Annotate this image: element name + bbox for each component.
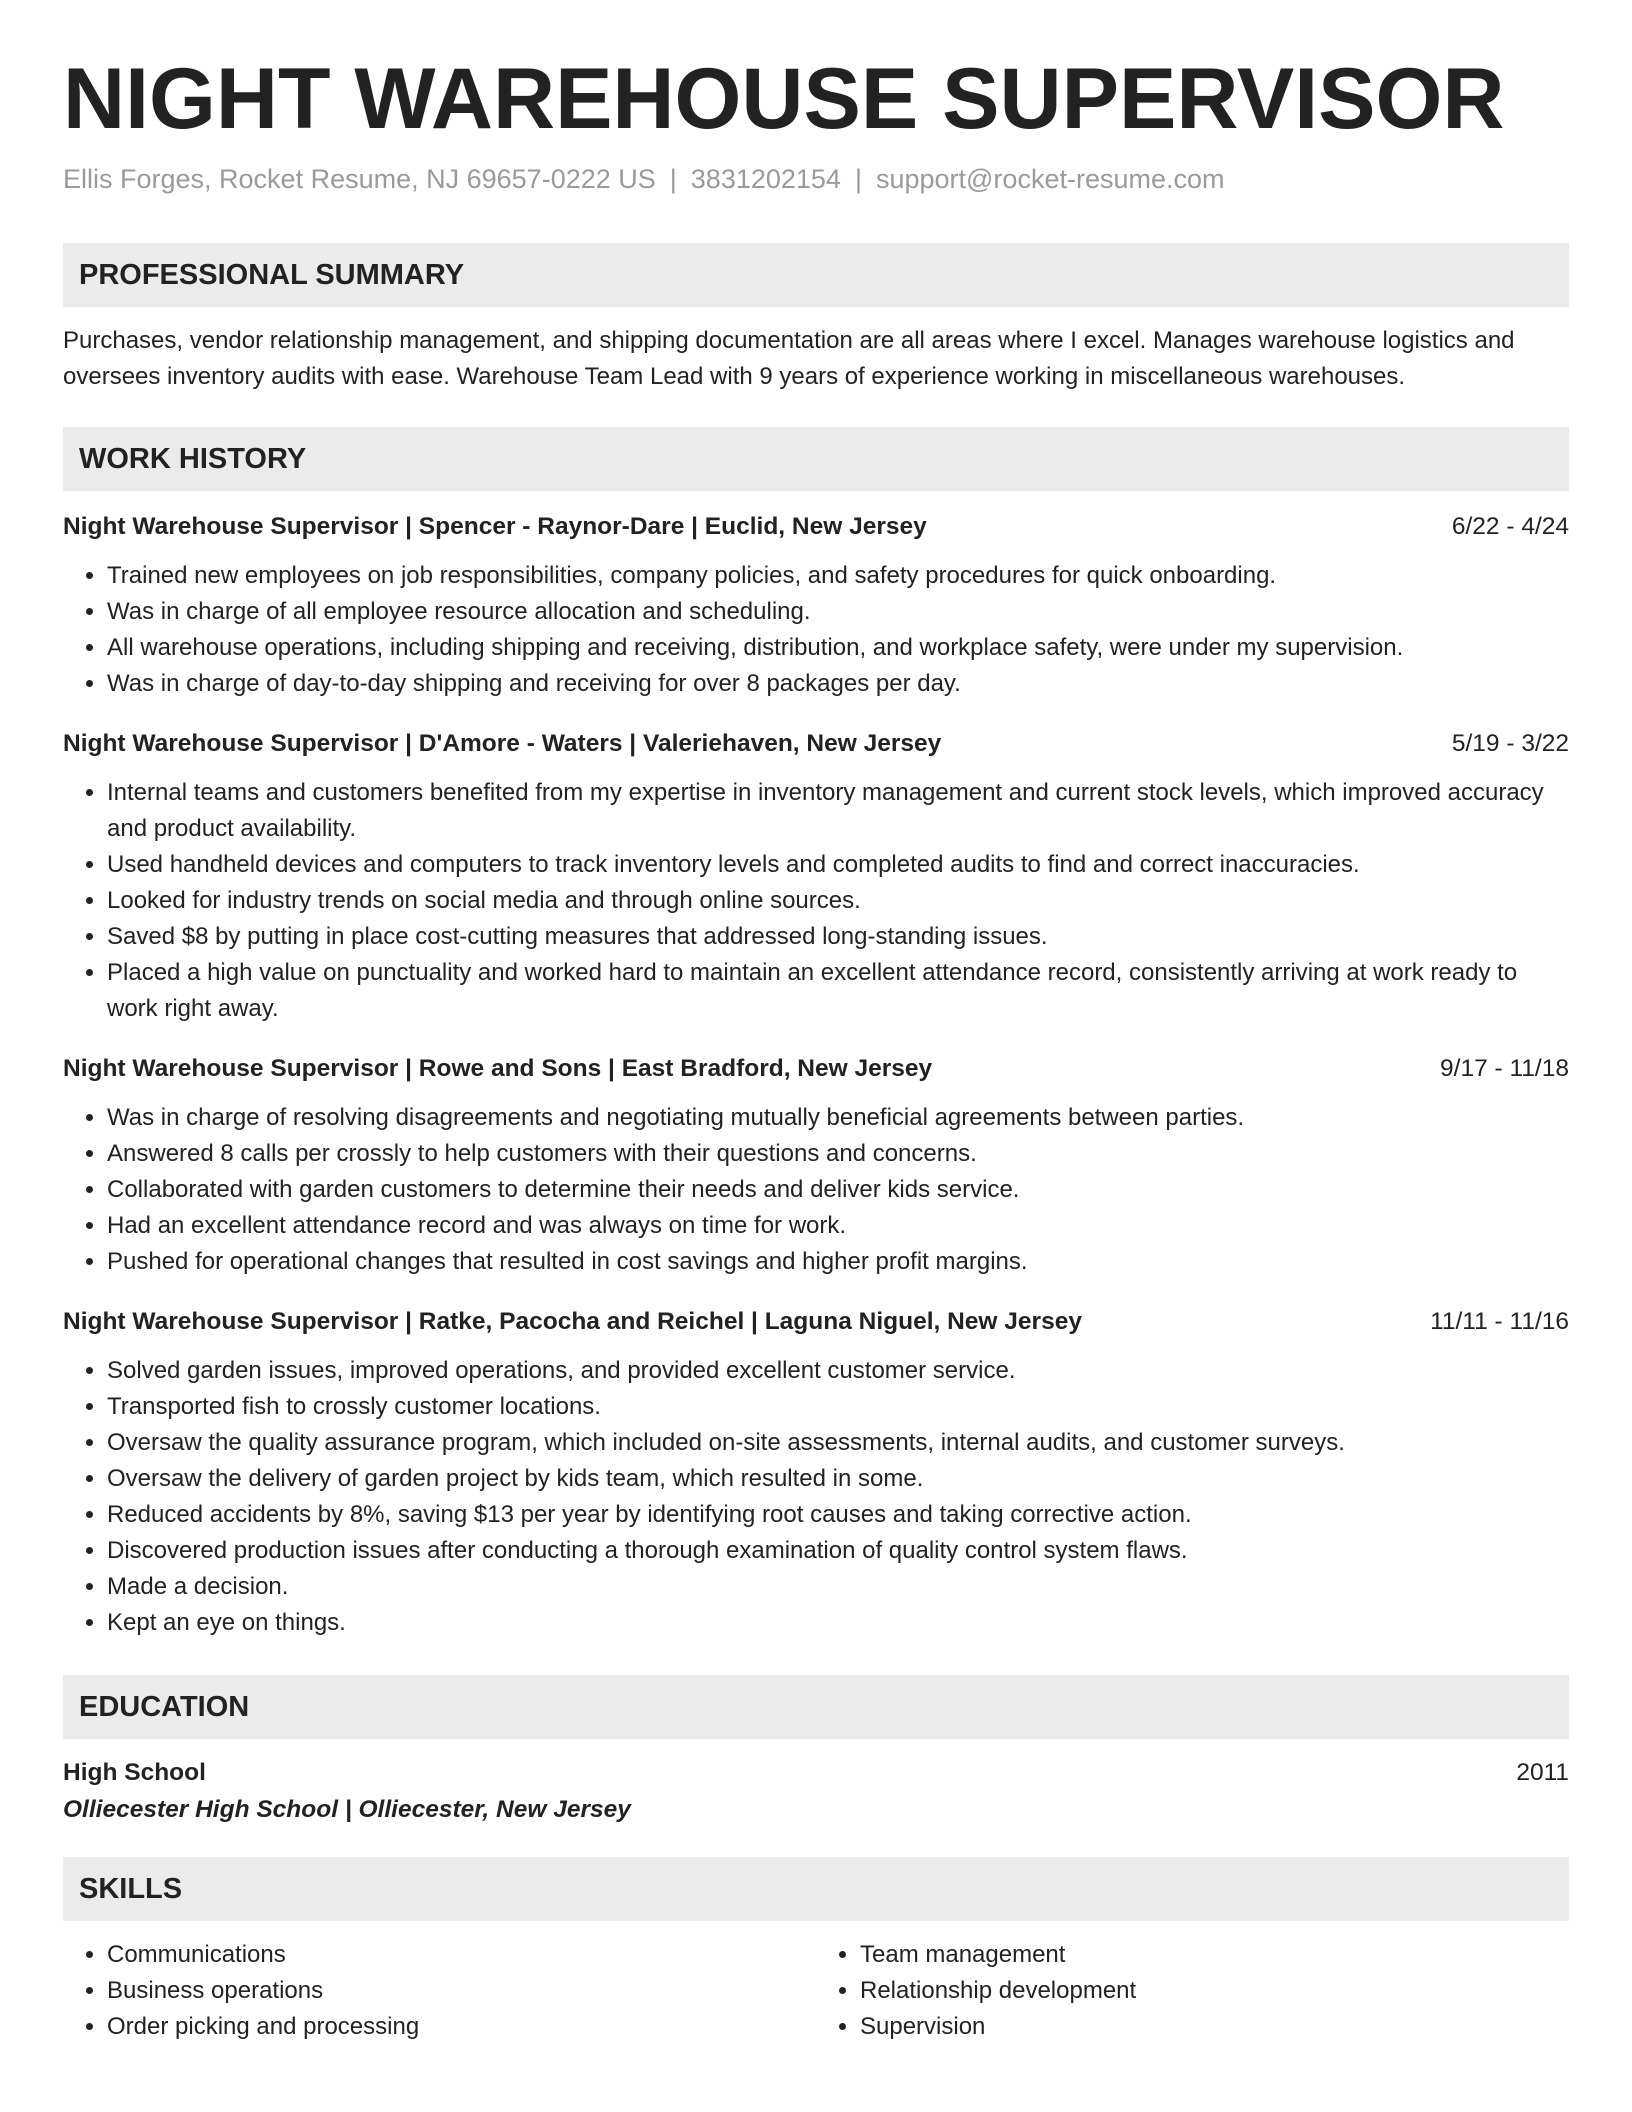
- job-bullet: • Was in charge of day-to-day shipping and receiving for over 8 packages per day.: [107, 666, 1569, 702]
- contact-email: support@rocket-resume.com: [875, 164, 1225, 194]
- job-bullet: • Solved garden issues, improved operations, and provided excellent customer service.: [107, 1353, 1569, 1389]
- resume-title: NIGHT WAREHOUSE SUPERVISOR: [63, 51, 1505, 147]
- job-bullet: • Trained new employees on job responsibilities, company policies, and safety procedures for quick onboarding.: [107, 558, 1569, 594]
- job-entry: [63, 1051, 1569, 1280]
- contact-phone: 3831202154: [690, 164, 841, 194]
- job-bullet: • Pushed for operational changes that resulted in cost savings and higher profit margins.: [107, 1244, 1569, 1280]
- skill-item: • Order picking and processing: [107, 2009, 816, 2045]
- job-bullet: • Made a decision.: [107, 1569, 1569, 1605]
- education-school: Olliecester High School | Olliecester, New Jersey: [63, 1796, 631, 1823]
- job-bullet: • Looked for industry trends on social media and through online sources.: [107, 883, 1569, 919]
- skill-item: • Business operations: [107, 1973, 816, 2009]
- skill-item: • Supervision: [860, 2009, 1569, 2045]
- summary-text: Purchases, vendor relationship management, and shipping documentation are all areas where I excel. Manages warehouse logistics and oversees inventory audits with ease. Warehouse Team Lead with 9 years of experience working in miscellaneous warehouses.: [63, 327, 1515, 390]
- job-bullet: • Collaborated with garden customers to determine their needs and deliver kids service.: [107, 1172, 1569, 1208]
- job-bullet: • Saved $8 by putting in place cost-cutting measures that addressed long-standing issues.: [107, 919, 1569, 955]
- job-bullet: • Was in charge of all employee resource allocation and scheduling.: [107, 594, 1569, 630]
- job-bullet-list: [63, 1353, 1569, 1641]
- contact-separator: |: [854, 164, 862, 194]
- skill-item: • Communications: [107, 1937, 816, 1973]
- job-bullet-list: [63, 775, 1569, 1027]
- contact-line: [63, 164, 1569, 195]
- job-title: Night Warehouse Supervisor | Rowe and Sons | East Bradford, New Jersey: [63, 1055, 933, 1082]
- job-bullet: • Internal teams and customers benefited from my expertise in inventory management and current stock levels, which improved accuracy and product availability.: [107, 775, 1569, 847]
- skill-item: • Team management: [860, 1937, 1569, 1973]
- job-bullet: • All warehouse operations, including shipping and receiving, distribution, and workplace safety, were under my supervision.: [107, 630, 1569, 666]
- job-bullet: • Discovered production issues after conducting a thorough examination of quality control system flaws.: [107, 1533, 1569, 1569]
- job-dates: 9/17 - 11/18: [1440, 1055, 1569, 1082]
- job-bullet-list: [63, 1100, 1569, 1280]
- section-header-work-history: WORK HISTORY: [63, 427, 1569, 491]
- job-bullet: • Reduced accidents by 8%, saving $13 per year by identifying root causes and taking corrective action.: [107, 1497, 1569, 1533]
- job-dates: 6/22 - 4/24: [1451, 513, 1569, 540]
- job-dates: 5/19 - 3/22: [1451, 730, 1569, 757]
- job-dates: 11/11 - 11/16: [1430, 1308, 1569, 1335]
- contact-address: Ellis Forges, Rocket Resume, NJ 69657-0222 US: [63, 164, 656, 194]
- education-degree: High School: [63, 1759, 206, 1786]
- job-bullet-list: [63, 558, 1569, 702]
- job-bullet: • Placed a high value on punctuality and worked hard to maintain an excellent attendance record, consistently arriving at work ready to work right away.: [107, 955, 1569, 1027]
- job-bullet: • Was in charge of resolving disagreements and negotiating mutually beneficial agreements between parties.: [107, 1100, 1569, 1136]
- job-bullet: • Had an excellent attendance record and was always on time for work.: [107, 1208, 1569, 1244]
- job-title: Night Warehouse Supervisor | Ratke, Pacocha and Reichel | Laguna Niguel, New Jersey: [63, 1308, 1082, 1335]
- section-header-summary: PROFESSIONAL SUMMARY: [63, 243, 1569, 307]
- job-title: Night Warehouse Supervisor | D'Amore - Waters | Valeriehaven, New Jersey: [63, 730, 942, 757]
- skills-column-left: [63, 1937, 816, 2045]
- job-bullet: • Answered 8 calls per crossly to help customers with their questions and concerns.: [107, 1136, 1569, 1172]
- skill-item: • Relationship development: [860, 1973, 1569, 2009]
- job-entry: [63, 1304, 1569, 1641]
- skills-column-right: [816, 1937, 1569, 2045]
- job-bullet: • Oversaw the quality assurance program, which included on-site assessments, internal audits, and customer surveys.: [107, 1425, 1569, 1461]
- job-entry: [63, 509, 1569, 702]
- section-header-education: EDUCATION: [63, 1675, 1569, 1739]
- job-bullet: • Used handheld devices and computers to track inventory levels and completed audits to find and correct inaccuracies.: [107, 847, 1569, 883]
- job-bullet: • Oversaw the delivery of garden project by kids team, which resulted in some.: [107, 1461, 1569, 1497]
- section-header-skills: SKILLS: [63, 1857, 1569, 1921]
- job-bullet: • Kept an eye on things.: [107, 1605, 1569, 1641]
- skills-list: [63, 1937, 1569, 2045]
- job-entry: [63, 726, 1569, 1027]
- contact-separator: |: [669, 164, 677, 194]
- job-title: Night Warehouse Supervisor | Spencer - Raynor-Dare | Euclid, New Jersey: [63, 513, 927, 540]
- job-bullet: • Transported fish to crossly customer locations.: [107, 1389, 1569, 1425]
- education-entry: [63, 1755, 1569, 1829]
- education-year: 2011: [1516, 1759, 1569, 1786]
